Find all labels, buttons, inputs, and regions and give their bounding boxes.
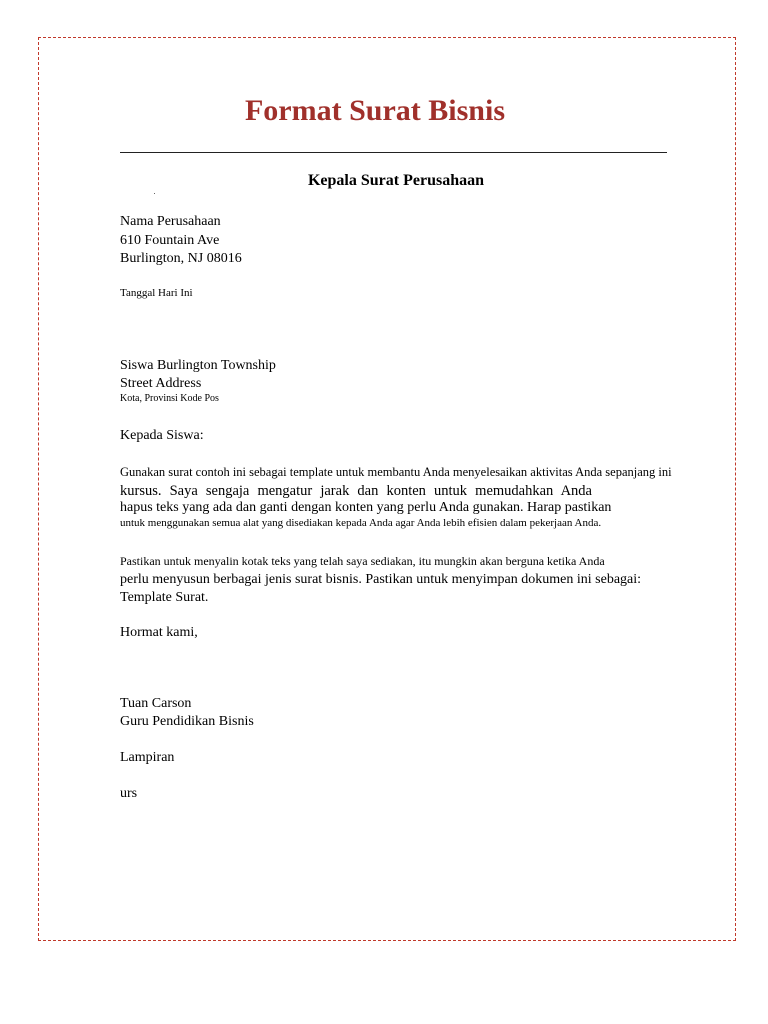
sender-city: Burlington, NJ 08016 <box>120 251 242 266</box>
recipient-street: Street Address <box>120 376 202 391</box>
signature-name: Tuan Carson <box>120 696 192 711</box>
paragraph2-line1: Pastikan untuk menyalin kotak teks yang telah saya sediakan, itu mungkin akan berguna ketika Anda <box>120 554 605 568</box>
document-title: Format Surat Bisnis <box>244 94 505 127</box>
paragraph2-line2: perlu menyusun berbagai jenis surat bisnis. Pastikan untuk menyimpan dokumen ini sebagai: <box>120 572 642 587</box>
salutation: Kepada Siswa: <box>120 428 204 443</box>
letter-date: Tanggal Hari Ini <box>120 287 193 299</box>
letterhead-heading: Kepala Surat Perusahaan <box>307 172 484 189</box>
paragraph1-line2: kursus. Saya sengaja mengatur jarak dan konten untuk memudahkan Anda <box>120 483 592 499</box>
recipient-city: Kota, Provinsi Kode Pos <box>120 393 219 404</box>
signature-position: Guru Pendidikan Bisnis <box>120 714 254 729</box>
paragraph1-line3: hapus teks yang ada dan ganti dengan konten yang perlu Anda gunakan. Harap pastikan <box>120 500 612 515</box>
closing: Hormat kami, <box>120 625 198 640</box>
paragraph1-line1: Gunakan surat contoh ini sebagai template untuk membantu Anda menyelesaikan aktivitas Anda sepanjang ini <box>120 465 672 479</box>
enclosure: Lampiran <box>120 750 175 765</box>
paragraph2-line3: Template Surat. <box>120 590 209 605</box>
stray-dot <box>154 193 155 194</box>
recipient-name: Siswa Burlington Township <box>120 358 276 373</box>
sender-company: Nama Perusahaan <box>120 214 221 229</box>
sender-street: 610 Fountain Ave <box>120 233 220 248</box>
paragraph1-line4: untuk menggunakan semua alat yang disediakan kepada Anda agar Anda lebih efisien dalam pekerjaan Anda. <box>120 517 602 529</box>
title-divider <box>120 152 667 153</box>
reference-initials: urs <box>120 786 138 801</box>
